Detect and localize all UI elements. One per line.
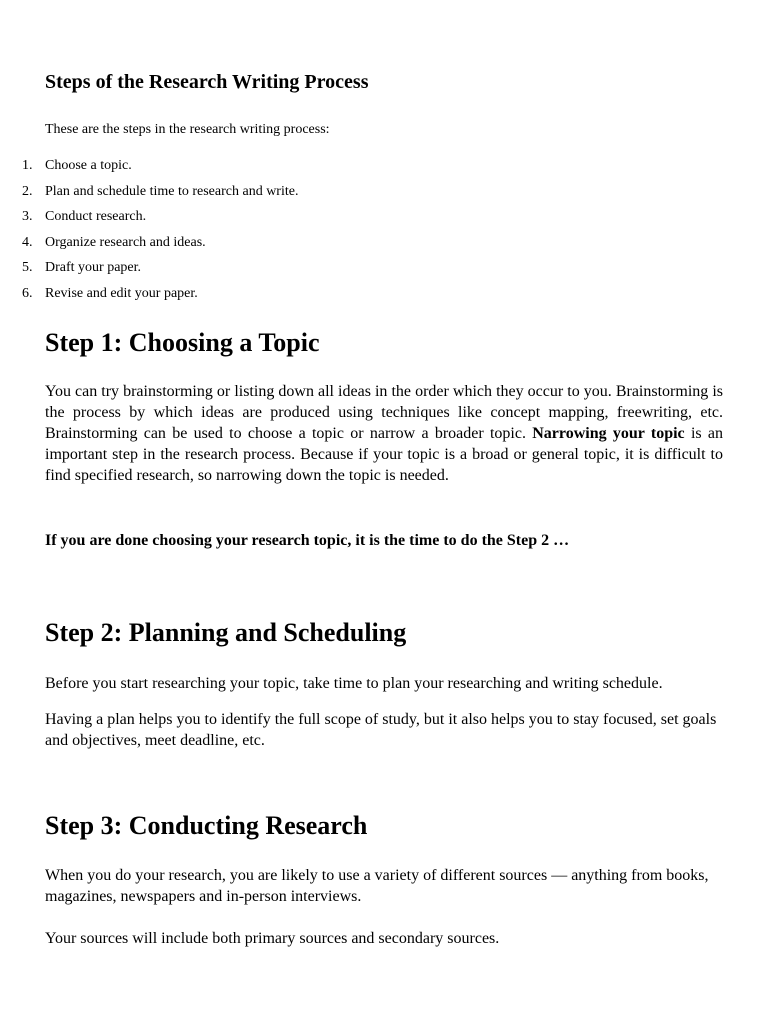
list-item-number: 3. (22, 209, 33, 225)
step3-heading: Step 3: Conducting Research (45, 811, 368, 840)
list-item (22, 207, 298, 233)
narrowing-topic-emphasis: Narrowing your topic (532, 425, 685, 442)
list-item (22, 258, 298, 284)
step3-paragraph-2: Your sources will include both primary sources and secondary sources. (45, 930, 500, 947)
step3-paragraph-1: When you do your research, you are likely to use a variety of different sources — anything from books, magazines, newspapers and in-person interviews. (45, 867, 709, 905)
document-title: Steps of the Research Writing Process (45, 71, 369, 93)
step1-next-step-note: If you are done choosing your research topic, it is the time to do the Step 2 … (45, 532, 570, 549)
list-item-text: Draft your paper. (45, 260, 142, 276)
list-item-number: 5. (22, 260, 33, 276)
list-item-number: 1. (22, 158, 33, 173)
step1-paragraph-text-cont: is an important step in the research process. Because if your topic is a broad or general topic, it is difficult to find specified research, so narrowing down the topic is needed. (45, 425, 724, 484)
list-item-number: 6. (22, 285, 33, 301)
step2-paragraph-1: Before you start researching your topic, take time to plan your researching and writing schedule. (45, 675, 663, 692)
list-item (22, 182, 299, 208)
step2-paragraph-2: Having a plan helps you to identify the full scope of study, but it also helps you to stay focused, set goals and objectives, meet deadline, etc. (45, 711, 717, 749)
list-item-text: Revise and edit your paper. (45, 285, 198, 301)
list-item-number: 2. (22, 183, 33, 199)
list-item (22, 233, 298, 259)
step2-heading: Step 2: Planning and Scheduling (45, 618, 407, 647)
step1-paragraph (45, 381, 723, 486)
list-item (22, 156, 298, 182)
list-item-text: Conduct research. (45, 209, 147, 225)
step1-paragraph-text: You can try brainstorming or listing down all ideas in the order which they occur to you. Brainstorming is the process by which ideas are produced using techniques like concept mapping, freewriting, etc. Brainstorming can be used to choose a topic or narrow a broader topic. (45, 383, 723, 442)
list-item-number: 4. (22, 234, 33, 250)
list-item (22, 284, 298, 310)
intro-text: These are the steps in the research writing process: (45, 122, 330, 137)
list-item-text: Plan and schedule time to research and write. (45, 183, 299, 199)
list-item-text: Choose a topic. (45, 158, 132, 173)
step1-heading: Step 1: Choosing a Topic (45, 328, 320, 357)
list-item-text: Organize research and ideas. (45, 234, 206, 250)
steps-list (22, 156, 299, 310)
